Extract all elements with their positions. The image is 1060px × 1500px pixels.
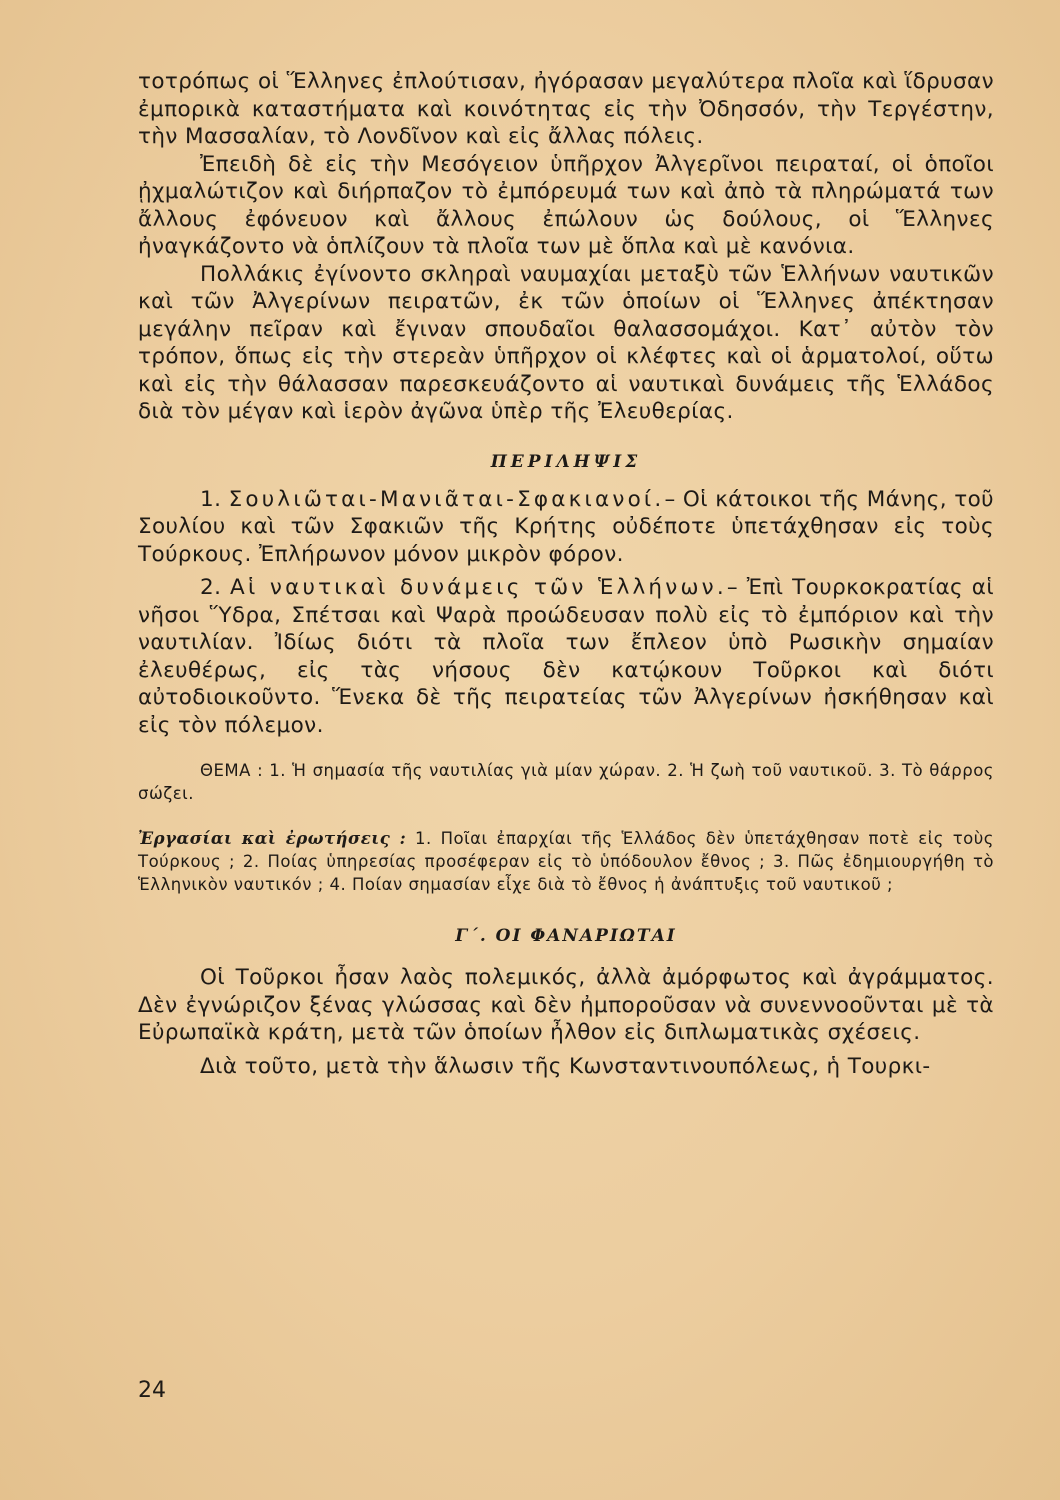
summary-item-1 <box>138 486 994 569</box>
summary-item-number: 1. <box>200 486 222 512</box>
summary-item-text: – Οἱ κάτοικοι τῆς Μάνης, τοῦ Σουλίου καὶ τῶν Σφακιῶν τῆς Κρήτης οὐδέποτε ὑπετάχθησαν εἰς τοὺς Τούρκους. Ἐπλήρωνον μόνον μικρὸν φόρον. <box>138 486 994 567</box>
paragraph-constantinople: Διὰ τοῦτο, μετὰ τὴν ἅλωσιν τῆς Κωνσταντινουπόλεως, ἡ Τουρκι- <box>200 1053 931 1079</box>
summary-item-title: Σουλιῶται-Μανιᾶται-Σφακιανοί. <box>228 486 665 512</box>
summary-item-number: 2. <box>200 575 222 600</box>
page-content <box>138 68 994 1080</box>
summary-item-2 <box>138 574 994 739</box>
summary-heading: ΠΕΡΙΛΗΨΙΣ <box>490 451 642 472</box>
exercises-text: 1. Ποῖαι ἐπαρχίαι τῆς Ἑλλάδος δὲν ὑπετάχθησαν ποτὲ εἰς τοὺς Τούρκους ; 2. Ποίας ὑπηρεσίας προσέφεραν εἰς τὸ ὑπόδουλον ἔθνος ; 3. Πῶς ἐδημιουργήθη τὸ Ἑλληνικὸν ναυτικόν ; 4. Ποίαν σημασίαν εἶχε διὰ τὸ ἔθνος ἡ ἀνάπτυξις τοῦ ναυτικοῦ ; <box>138 829 994 894</box>
page-number: 24 <box>138 1378 166 1403</box>
summary-item-text: – Ἐπὶ Τουρκοκρατίας αἱ νῆσοι Ὕδρα, Σπέτσαι καὶ Ψαρὰ προώδευσαν πολὺ εἰς τὸ ἐμπόριον καὶ τὴν ναυτιλίαν. Ἰδίως διότι τὰ πλοῖα των ἔπλεον ὑπὸ Ρωσικὴν σημαίαν ἐλευθέρως, εἰς τὰς νήσους δὲν κατῴκουν Τοῦρκοι καὶ διότι αὐτοδιοικοῦντο. Ἕνεκα δὲ τῆς πειρατείας τῶν Ἀλγερίνων ἠσκήθησαν καὶ εἰς τὸν πόλεμον. <box>138 575 994 738</box>
section-heading-phanariotes: Γ΄. ΟΙ ΦΑΝΑΡΙΩΤΑΙ <box>455 926 677 946</box>
paragraph-turks: Οἱ Τοῦρκοι ἦσαν λαὸς πολεμικός, ἀλλὰ ἀμόρφωτος καὶ ἀγράμματος. Δὲν ἐγνώριζον ξένας γλώσσας καὶ δὲν ἠμποροῦσαν νὰ συνεννοοῦνται μὲ τὰ Εὐρωπαϊκὰ κράτη, μετὰ τῶν ὁποίων ἦλθον εἰς διπλωματικὰς σχέσεις. <box>138 965 994 1045</box>
paragraph-naval-battles: Πολλάκις ἐγίνοντο σκληραὶ ναυμαχίαι μεταξὺ τῶν Ἑλλήνων ναυτικῶν καὶ τῶν Ἀλγερίνων πειρατῶν, ἐκ τῶν ὁποίων οἱ Ἕλληνες ἀπέκτησαν μεγάλην πεῖραν καὶ ἔγιναν σπουδαῖοι θαλασσομάχοι. Κατ᾿ αὐτὸν τὸν τρόπον, ὅπως εἰς τὴν στερεὰν ὑπῆρχον οἱ κλέφτες καὶ οἱ ἁρματολοί, οὕτω καὶ εἰς τὴν θάλασσαν παρεσκευάζοντο αἱ ναυτικαὶ δυνάμεις τῆς Ἑλλάδος διὰ τὸν μέγαν καὶ ἱερὸν ἀγῶνα ὑπὲρ τῆς Ἐλευθερίας. <box>138 261 994 424</box>
paragraph-continuation: τοτρόπως οἱ Ἕλληνες ἐπλούτισαν, ἠγόρασαν μεγαλύτερα πλοῖα καὶ ἵδρυσαν ἐμπορικὰ καταστήματα καὶ κοινότητας εἰς τὴν Ὀδησσόν, τὴν Τεργέστην, τὴν Μασσαλίαν, τὸ Λονδῖνον καὶ εἰς ἄλλας πόλεις. <box>138 69 994 149</box>
paragraph-pirates: Ἐπειδὴ δὲ εἰς τὴν Μεσόγειον ὑπῆρχον Ἀλγερῖνοι πειραταί, οἱ ὁποῖοι ᾐχμαλώτιζον καὶ διήρπαζον τὸ ἐμπόρευμά των καὶ ἀπὸ τὰ πληρώματά των ἄλλους ἐφόνευον καὶ ἄλλους ἐπώλουν ὡς δούλους, οἱ Ἕλληνες ἠναγκάζοντο νὰ ὁπλίζουν τὰ πλοῖα των μὲ ὅπλα καὶ μὲ κανόνια. <box>138 151 994 259</box>
summary-item-title: Αἱ ναυτικαὶ δυνάμεις τῶν Ἑλλήνων. <box>230 575 727 600</box>
exercises-label: Ἐργασίαι καὶ ἐρωτήσεις : <box>138 829 407 848</box>
thema-text: ΘΕΜΑ : 1. Ἡ σημασία τῆς ναυτιλίας γιὰ μίαν χώραν. 2. Ἡ ζωὴ τοῦ ναυτικοῦ. 3. Τὸ θάρρος σώζει. <box>138 761 994 803</box>
exercises-block <box>138 827 994 896</box>
